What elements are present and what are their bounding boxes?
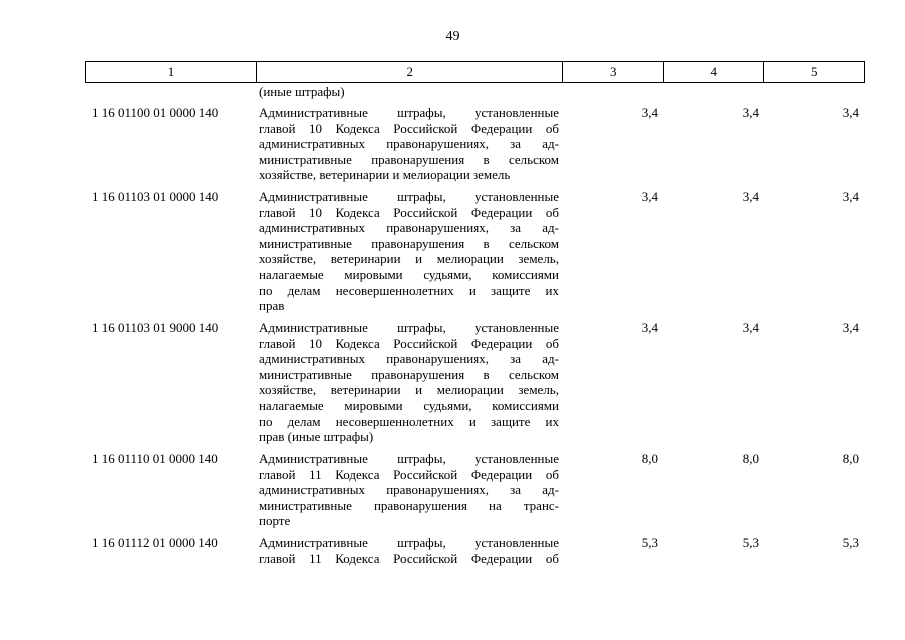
page-number: 49	[445, 29, 460, 44]
column-header-4: 4	[663, 62, 763, 83]
description-line: административных правонарушениях, за ад-	[259, 351, 559, 367]
description-line: главой 11 Кодекса Российской Федерации об	[259, 550, 559, 566]
value-column-5: 8,0	[842, 451, 859, 466]
classification-code: 1 16 01100 01 0000 140	[92, 105, 219, 120]
continuation-row	[0, 84, 905, 105]
column-header-5: 5	[764, 62, 865, 83]
description	[259, 189, 559, 314]
table-row	[0, 189, 905, 320]
value-column-5: 5,3	[842, 535, 859, 550]
value-column-5: 3,4	[842, 189, 859, 204]
table-row	[0, 535, 905, 571]
column-header-2: 2	[257, 62, 563, 83]
classification-code: 1 16 01112 01 0000 140	[92, 535, 218, 550]
description-line: министративные правонарушения в сельском	[259, 151, 559, 167]
description-line: главой 10 Кодекса Российской Федерации об	[259, 204, 559, 220]
value-column-3: 8,0	[641, 451, 658, 466]
table-row	[0, 451, 905, 535]
description-line: порте	[259, 513, 291, 529]
value-column-4: 3,4	[742, 105, 759, 120]
description-line: хозяйстве, ветеринарии и мелиорации земель,	[259, 251, 559, 267]
description	[259, 451, 559, 529]
description-line: прав (иные штрафы)	[259, 429, 374, 445]
header-row	[86, 62, 865, 83]
description-line: по делам несовершеннолетних и защите их	[259, 282, 559, 298]
description-line: главой 10 Кодекса Российской Федерации об	[259, 335, 559, 351]
description-line: хозяйстве, ветеринарии и мелиорации земель,	[259, 382, 559, 398]
description-line: Административные штрафы, установленные	[259, 535, 559, 550]
value-column-5: 3,4	[842, 105, 859, 120]
table-row	[0, 105, 905, 189]
value-column-3: 3,4	[641, 105, 658, 120]
description-line: налагаемые мировыми судьями, комиссиями	[259, 397, 559, 413]
description	[259, 320, 559, 445]
value-column-5: 3,4	[842, 320, 859, 335]
description	[259, 535, 559, 566]
description-line: главой 11 Кодекса Российской Федерации об	[259, 466, 559, 482]
description-line: Административные штрафы, установленные	[259, 189, 559, 204]
description-line: Административные штрафы, установленные	[259, 105, 559, 120]
description-line: министративные правонарушения на транс-	[259, 497, 559, 513]
description-line: по делам несовершеннолетних и защите их	[259, 413, 559, 429]
description-line: (иные штрафы)	[259, 84, 345, 99]
description-line: главой 10 Кодекса Российской Федерации об	[259, 120, 559, 136]
description-line: прав	[259, 298, 285, 314]
column-header-1: 1	[86, 62, 257, 83]
continuation-text	[259, 84, 559, 100]
classification-code: 1 16 01110 01 0000 140	[92, 451, 218, 466]
value-column-3: 3,4	[641, 320, 658, 335]
description-line: министративные правонарушения в сельском	[259, 235, 559, 251]
column-number-header	[85, 61, 865, 83]
value-column-4: 3,4	[742, 320, 759, 335]
value-column-3: 5,3	[641, 535, 658, 550]
table-row	[0, 320, 905, 451]
value-column-3: 3,4	[641, 189, 658, 204]
description-line: налагаемые мировыми судьями, комиссиями	[259, 266, 559, 282]
description-line: хозяйстве, ветеринарии и мелиорации земель	[259, 167, 511, 183]
description-line: административных правонарушениях, за ад-	[259, 220, 559, 236]
value-column-4: 5,3	[742, 535, 759, 550]
classification-code: 1 16 01103 01 0000 140	[92, 189, 219, 204]
description-line: Административные штрафы, установленные	[259, 320, 559, 335]
table-body	[0, 84, 905, 571]
value-column-4: 3,4	[742, 189, 759, 204]
description-line: министративные правонарушения в сельском	[259, 366, 559, 382]
description-line: Административные штрафы, установленные	[259, 451, 559, 466]
column-header-3: 3	[563, 62, 663, 83]
classification-code: 1 16 01103 01 9000 140	[92, 320, 219, 335]
description-line: административных правонарушениях, за ад-	[259, 482, 559, 498]
description	[259, 105, 559, 183]
description-line: административных правонарушениях, за ад-	[259, 136, 559, 152]
value-column-4: 8,0	[742, 451, 759, 466]
